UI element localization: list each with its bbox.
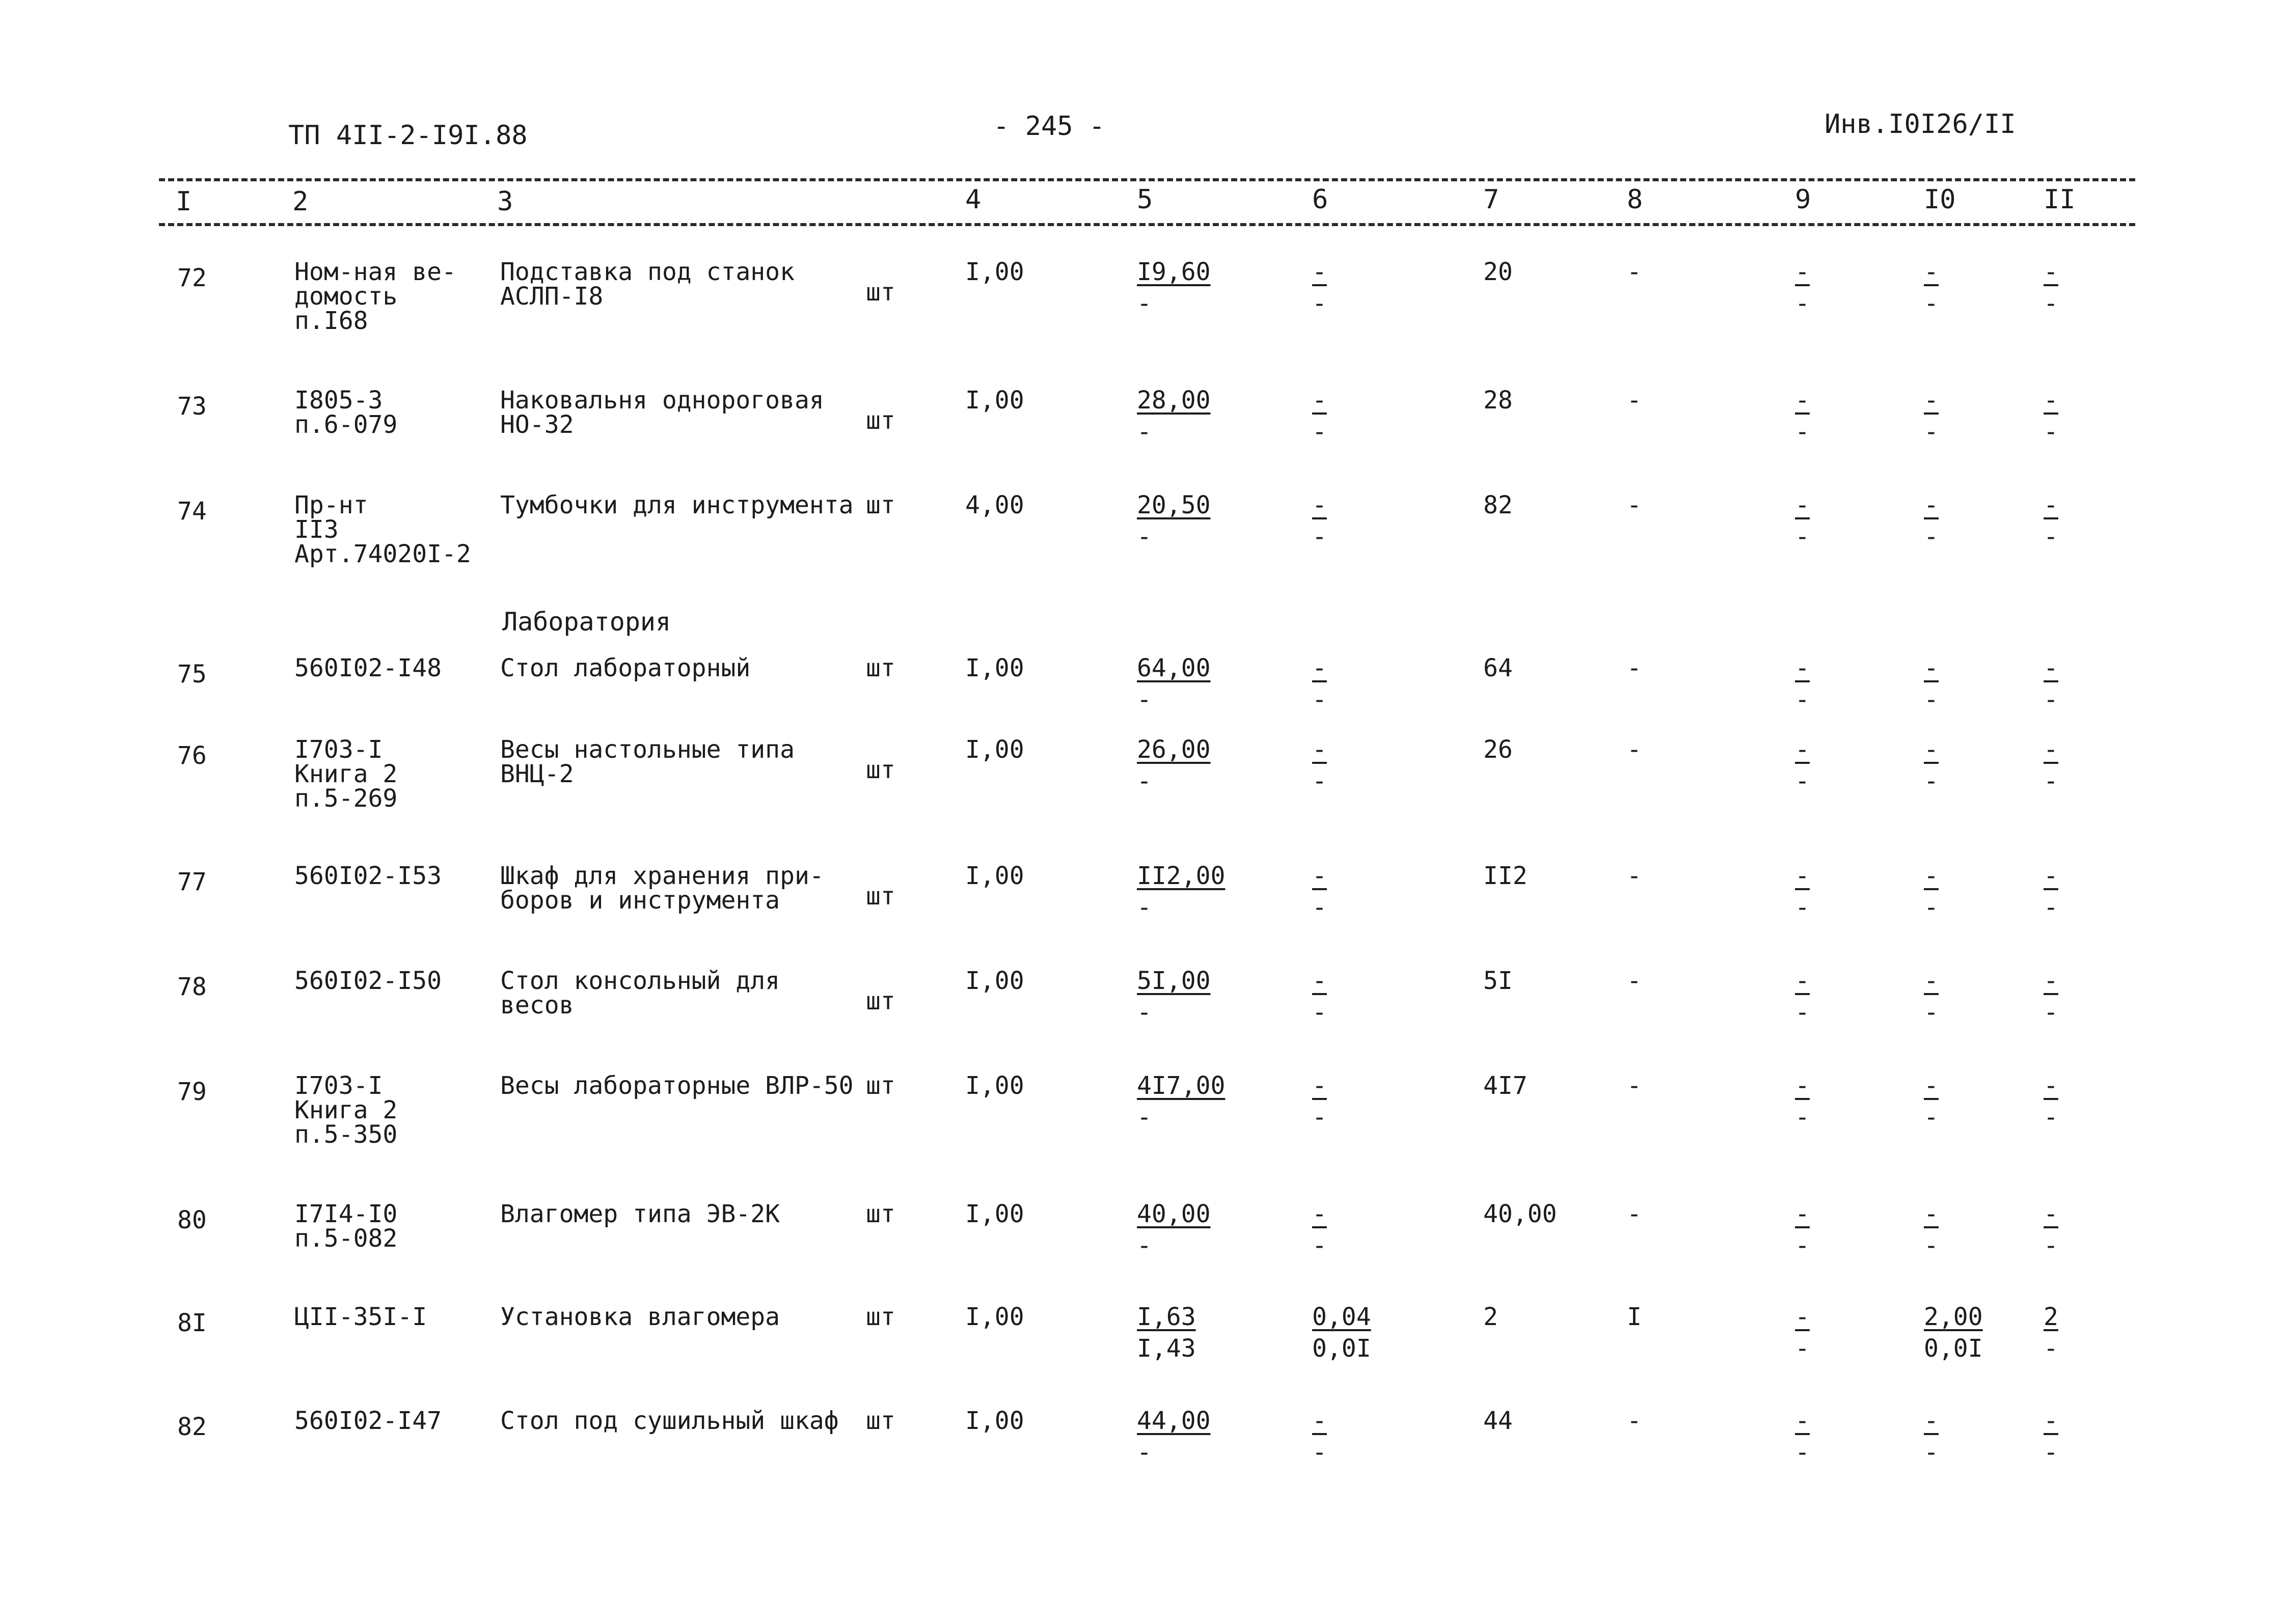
row-unit: шт [866,491,895,519]
row-col10-bottom: - [1924,289,1939,318]
row-col10-bottom: - [1924,1231,1939,1260]
row-col9-bottom: - [1795,685,1810,714]
row-col6-bottom: - [1312,1438,1327,1467]
row-number: 74 [177,497,207,526]
row-col6-top: - [1312,491,1327,519]
row-name: Шкаф для хранения при- боров и инструмента [500,862,824,915]
row-col6-top: - [1312,258,1327,286]
col-num-7: 7 [1483,184,1500,215]
col-num-9: 9 [1795,184,1811,215]
row-col10-top: - [1924,735,1939,764]
row-col11-top: - [2044,491,2058,519]
row-col5-top: 26,00 [1137,735,1211,764]
row-number: 8I [177,1309,207,1337]
row-col5-bottom: - [1137,998,1152,1027]
row-col7: 20 [1483,258,1513,286]
row-col5-bottom: - [1137,1103,1152,1132]
row-quantity: I,00 [965,1200,1024,1228]
row-col11-bottom: - [2044,1438,2058,1467]
row-col11-bottom: - [2044,893,2058,922]
row-col10-top: - [1924,1407,1939,1435]
row-name: Влагомер типа ЭВ-2К [500,1200,780,1228]
row-quantity: I,00 [965,1071,1024,1100]
row-col6-bottom: - [1312,767,1327,795]
row-unit: шт [866,987,895,1015]
document-code: ТП 4II-2-I9I.88 [288,120,528,151]
row-name: Установка влагомера [500,1303,780,1331]
row-col7: 40,00 [1483,1200,1557,1228]
row-col10-bottom: - [1924,998,1939,1027]
row-col9-bottom: - [1795,767,1810,795]
row-col10-bottom: - [1924,418,1939,446]
row-reference: 560I02-I48 [294,654,442,682]
row-col7: 5I [1483,967,1513,995]
row-col8: I [1627,1303,1642,1331]
inventory-number: Инв.I0I26/II [1825,109,2016,140]
col-num-4: 4 [965,184,982,215]
col-num-1: I [176,186,192,217]
row-col6-top: - [1312,1071,1327,1100]
row-quantity: I,00 [965,735,1024,764]
col-num-11: II [2044,184,2076,215]
row-unit: шт [866,1303,895,1331]
row-quantity: I,00 [965,654,1024,682]
row-col6-bottom: - [1312,289,1327,318]
row-unit: шт [866,1071,895,1100]
row-col6-bottom: - [1312,1103,1327,1132]
row-col6-bottom: - [1312,522,1327,551]
row-unit: шт [866,406,895,435]
row-reference: 560I02-I50 [294,967,442,995]
row-col5-bottom: - [1137,289,1152,318]
row-col5-bottom: - [1137,1438,1152,1467]
row-col5-bottom: - [1137,418,1152,446]
row-name: Весы лабораторные ВЛР-50 [500,1071,854,1100]
row-number: 75 [177,660,207,689]
row-col8: - [1627,1200,1642,1228]
row-col9-bottom: - [1795,289,1810,318]
row-col11-bottom: - [2044,685,2058,714]
row-col6-top: - [1312,862,1327,890]
row-col11-bottom: - [2044,1103,2058,1132]
row-col11-top: - [2044,1200,2058,1228]
row-col9-top: - [1795,735,1810,764]
col-num-6: 6 [1312,184,1328,215]
row-col5-bottom: - [1137,1231,1152,1260]
row-reference: I805-3 п.6-079 [294,386,398,439]
row-col10-top: - [1924,258,1939,286]
row-col10-top: - [1924,862,1939,890]
row-col11-top: - [2044,735,2058,764]
row-col7: 4I7 [1483,1071,1528,1100]
row-col10-bottom: - [1924,767,1939,795]
row-number: 76 [177,741,207,770]
row-col11-top: - [2044,258,2058,286]
row-col8: - [1627,654,1642,682]
row-col10-bottom: 0,0I [1924,1334,1983,1363]
row-col6-bottom: - [1312,1231,1327,1260]
row-col7: 26 [1483,735,1513,764]
row-col7: 44 [1483,1407,1513,1435]
col-num-10: I0 [1924,184,1956,215]
row-reference: 560I02-I47 [294,1407,442,1435]
row-quantity: I,00 [965,258,1024,286]
row-reference: 560I02-I53 [294,862,442,890]
row-col10-top: - [1924,654,1939,682]
row-col9-bottom: - [1795,522,1810,551]
row-number: 80 [177,1206,207,1234]
row-col9-top: - [1795,386,1810,415]
row-name: Весы настольные типа ВНЦ-2 [500,735,795,788]
section-label: Лаборатория [502,607,671,637]
row-col5-bottom: - [1137,767,1152,795]
row-col11-bottom: - [2044,418,2058,446]
row-reference: Пр-нт II3 Арт.74020I-2 [294,491,471,568]
row-col7: 82 [1483,491,1513,519]
row-col10-top: - [1924,386,1939,415]
col-num-5: 5 [1137,184,1153,215]
row-col10-top: - [1924,1071,1939,1100]
col-num-3: 3 [497,186,513,217]
row-col11-top: - [2044,967,2058,995]
row-col7: 28 [1483,386,1513,415]
row-col10-bottom: - [1924,1103,1939,1132]
row-unit: шт [866,1200,895,1228]
row-col7: 2 [1483,1303,1498,1331]
row-col5-bottom: - [1137,685,1152,714]
row-quantity: I,00 [965,967,1024,995]
row-col8: - [1627,1407,1642,1435]
row-unit: шт [866,654,895,682]
row-col6-top: - [1312,967,1327,995]
row-col5-top: I9,60 [1137,258,1211,286]
row-col6-bottom: - [1312,418,1327,446]
row-col11-bottom: - [2044,522,2058,551]
row-col5-top: 20,50 [1137,491,1211,519]
row-col9-bottom: - [1795,893,1810,922]
row-quantity: I,00 [965,386,1024,415]
row-col11-bottom: - [2044,998,2058,1027]
row-quantity: 4,00 [965,491,1024,519]
row-col10-top: - [1924,967,1939,995]
row-col9-top: - [1795,967,1810,995]
row-name: Тумбочки для инструмента [500,491,854,519]
row-col6-top: - [1312,1407,1327,1435]
row-col5-top: 64,00 [1137,654,1211,682]
row-col6-bottom: - [1312,893,1327,922]
row-name: Стол лабораторный [500,654,751,682]
row-col6-top: 0,04 [1312,1303,1371,1331]
row-quantity: I,00 [965,1303,1024,1331]
header-rule-bottom [159,223,2135,226]
row-col5-top: II2,00 [1137,862,1226,890]
row-col10-bottom: - [1924,893,1939,922]
row-quantity: I,00 [965,862,1024,890]
row-col5-bottom: - [1137,893,1152,922]
row-reference: I7I4-I0 п.5-082 [294,1200,398,1253]
row-col9-top: - [1795,654,1810,682]
row-col9-top: - [1795,1303,1810,1331]
page-number: - 245 - [993,111,1105,142]
row-col10-bottom: - [1924,1438,1939,1467]
row-col10-bottom: - [1924,685,1939,714]
row-col11-top: - [2044,1407,2058,1435]
row-col9-bottom: - [1795,418,1810,446]
header-rule-top [159,178,2135,181]
row-col10-top: 2,00 [1924,1303,1983,1331]
row-col10-top: - [1924,1200,1939,1228]
row-col11-bottom: - [2044,767,2058,795]
row-col5-top: 4I7,00 [1137,1071,1226,1100]
row-col6-bottom: 0,0I [1312,1334,1371,1363]
row-col11-top: - [2044,654,2058,682]
row-col5-top: 28,00 [1137,386,1211,415]
row-number: 82 [177,1413,207,1441]
row-col6-top: - [1312,654,1327,682]
row-reference: ЦII-35I-I [294,1303,427,1331]
row-unit: шт [866,756,895,784]
row-col10-bottom: - [1924,522,1939,551]
row-number: 77 [177,868,207,896]
row-col5-top: 5I,00 [1137,967,1211,995]
row-col8: - [1627,1071,1642,1100]
row-col9-bottom: - [1795,1334,1810,1363]
row-unit: шт [866,1407,895,1435]
row-name: Наковальня однороговая НО-32 [500,386,824,439]
row-col8: - [1627,735,1642,764]
row-col11-top: - [2044,1071,2058,1100]
row-col8: - [1627,386,1642,415]
row-col9-bottom: - [1795,1103,1810,1132]
row-col8: - [1627,967,1642,995]
row-col9-bottom: - [1795,1438,1810,1467]
row-col9-top: - [1795,1071,1810,1100]
row-col5-bottom: I,43 [1137,1334,1196,1363]
row-col6-top: - [1312,735,1327,764]
col-num-2: 2 [292,186,309,217]
row-col9-top: - [1795,1407,1810,1435]
row-number: 72 [177,264,207,292]
row-quantity: I,00 [965,1407,1024,1435]
row-name: Подставка под станок АСЛП-I8 [500,258,795,311]
row-col6-top: - [1312,1200,1327,1228]
row-col10-top: - [1924,491,1939,519]
row-col9-top: - [1795,258,1810,286]
row-col5-top: 40,00 [1137,1200,1211,1228]
row-col6-bottom: - [1312,685,1327,714]
row-col9-bottom: - [1795,998,1810,1027]
row-unit: шт [866,278,895,307]
row-col5-top: I,63 [1137,1303,1196,1331]
row-col11-bottom: - [2044,289,2058,318]
row-col8: - [1627,491,1642,519]
row-col11-bottom: - [2044,1231,2058,1260]
row-col5-top: 44,00 [1137,1407,1211,1435]
row-col11-top: 2 [2044,1303,2058,1331]
row-col9-top: - [1795,491,1810,519]
row-col9-bottom: - [1795,1231,1810,1260]
row-col6-top: - [1312,386,1327,415]
row-col11-top: - [2044,862,2058,890]
row-col7: II2 [1483,862,1528,890]
row-reference: Ном-ная ве- домость п.I68 [294,258,456,335]
row-unit: шт [866,882,895,911]
row-col5-bottom: - [1137,522,1152,551]
row-col7: 64 [1483,654,1513,682]
row-col8: - [1627,258,1642,286]
row-col8: - [1627,862,1642,890]
row-col6-bottom: - [1312,998,1327,1027]
row-reference: I703-I Книга 2 п.5-269 [294,735,398,813]
row-col9-top: - [1795,862,1810,890]
col-num-8: 8 [1627,184,1643,215]
row-col11-top: - [2044,386,2058,415]
row-number: 79 [177,1078,207,1106]
row-number: 78 [177,973,207,1001]
row-name: Стол консольный для весов [500,967,780,1020]
row-number: 73 [177,392,207,421]
row-name: Стол под сушильный шкаф [500,1407,839,1435]
row-col9-top: - [1795,1200,1810,1228]
row-reference: I703-I Книга 2 п.5-350 [294,1071,398,1149]
row-col11-bottom: - [2044,1334,2058,1363]
